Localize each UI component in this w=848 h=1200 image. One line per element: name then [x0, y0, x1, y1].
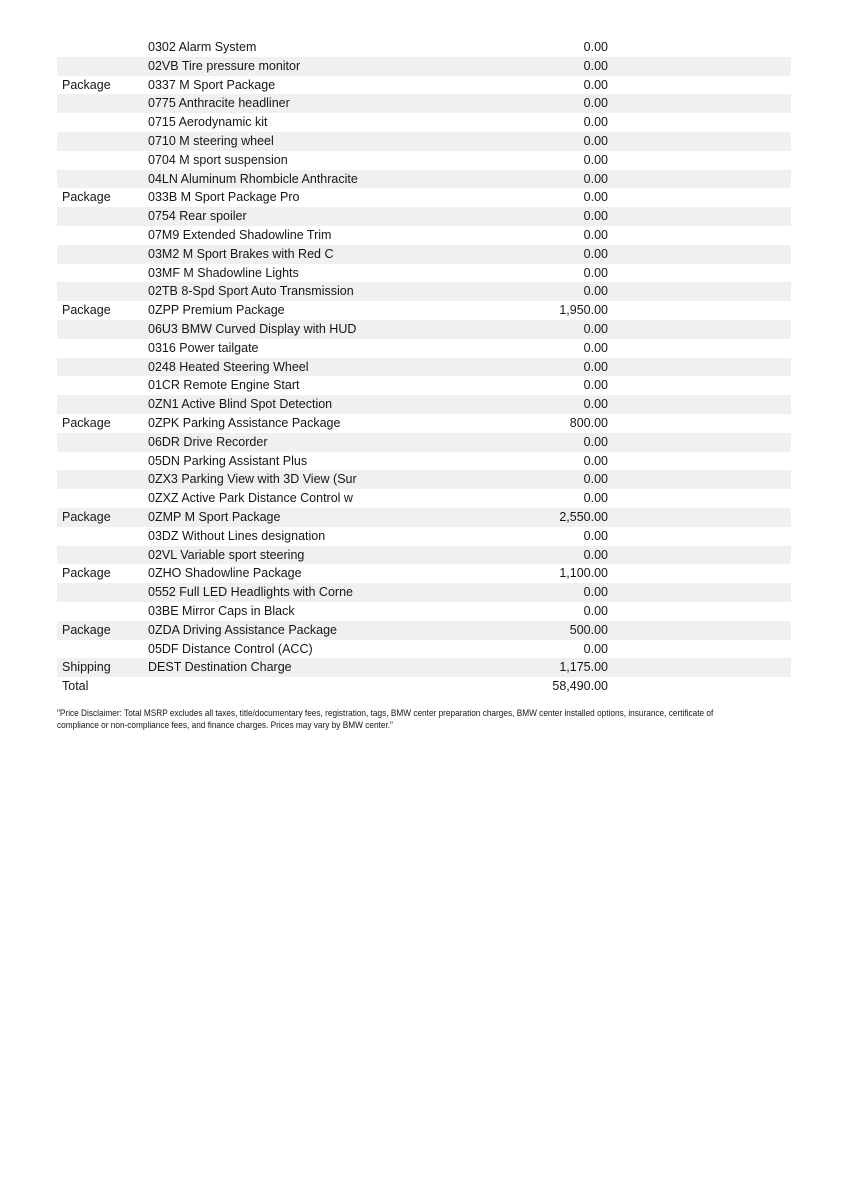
row-item: 03BE Mirror Caps in Black	[148, 603, 295, 618]
table-row	[57, 358, 791, 377]
table-row	[57, 621, 791, 640]
row-price: 0.00	[583, 585, 608, 600]
row-category: Package	[62, 77, 111, 92]
row-item: 0ZDA Driving Assistance Package	[148, 622, 337, 637]
row-category: Package	[62, 303, 111, 318]
table-row	[57, 527, 791, 546]
row-item: 0ZPP Premium Package	[148, 303, 285, 318]
row-price: 0.00	[583, 265, 608, 280]
row-category: Package	[62, 566, 111, 581]
row-price: 1,175.00	[559, 660, 608, 675]
table-row	[57, 433, 791, 452]
row-category: Shipping	[62, 660, 111, 675]
row-item: 033B M Sport Package Pro	[148, 190, 300, 205]
table-row	[57, 658, 791, 677]
row-item: 02VB Tire pressure monitor	[148, 58, 301, 73]
row-price: 0.00	[583, 491, 608, 506]
row-item: 03MF M Shadowline Lights	[148, 265, 299, 280]
row-price: 0.00	[583, 171, 608, 186]
row-price: 1,100.00	[559, 566, 608, 581]
table-row	[57, 602, 791, 621]
row-item: 06DR Drive Recorder	[148, 434, 268, 449]
row-price: 500.00	[569, 622, 608, 637]
row-price: 0.00	[583, 40, 608, 54]
row-category: Package	[62, 509, 111, 524]
table-row	[57, 414, 791, 433]
row-item: 05DF Distance Control (ACC)	[148, 641, 313, 656]
table-row	[57, 301, 791, 320]
table-row	[57, 489, 791, 508]
table-row	[57, 76, 791, 95]
row-item: 0ZXZ Active Park Distance Control w	[148, 491, 353, 506]
price-disclaimer	[57, 708, 811, 732]
row-item: 03DZ Without Lines designation	[148, 528, 326, 543]
row-item: 0248 Heated Steering Wheel	[148, 359, 309, 374]
row-price: 0.00	[583, 190, 608, 205]
table-row	[57, 508, 791, 527]
table-row	[57, 395, 791, 414]
row-price: 0.00	[583, 58, 608, 73]
table-row	[57, 452, 791, 471]
row-category: Package	[62, 415, 111, 430]
row-price: 0.00	[583, 528, 608, 543]
row-item: 0710 M steering wheel	[148, 133, 274, 148]
row-item: 02VL Variable sport steering	[148, 547, 305, 562]
row-price: 0.00	[583, 133, 608, 148]
table-row	[57, 583, 791, 602]
table-row	[57, 640, 791, 659]
row-item: 0715 Aerodynamic kit	[148, 115, 268, 130]
row-price: 0.00	[583, 378, 608, 393]
row-item: 0337 M Sport Package	[148, 77, 276, 92]
table-row	[57, 564, 791, 583]
table-row	[57, 38, 791, 57]
row-price: 0.00	[583, 115, 608, 130]
table-row	[57, 57, 791, 76]
row-item: 0ZMP M Sport Package	[148, 509, 281, 524]
row-item: 01CR Remote Engine Start	[148, 378, 300, 393]
row-price: 0.00	[583, 246, 608, 261]
row-item: 0754 Rear spoiler	[148, 209, 247, 224]
table-row	[57, 226, 791, 245]
row-item: 0ZX3 Parking View with 3D View (Sur	[148, 472, 357, 487]
row-item: 0775 Anthracite headliner	[148, 96, 290, 111]
row-item: 0ZHO Shadowline Package	[148, 566, 302, 581]
row-item: 03M2 M Sport Brakes with Red C	[148, 246, 334, 261]
row-price: 0.00	[583, 96, 608, 111]
row-price: 0.00	[583, 434, 608, 449]
row-item: 0ZPK Parking Assistance Package	[148, 415, 341, 430]
row-price: 0.00	[583, 603, 608, 618]
row-price: 58,490.00	[552, 679, 608, 694]
row-price: 1,950.00	[559, 303, 608, 318]
row-item: 0552 Full LED Headlights with Corne	[148, 585, 353, 600]
table-row	[57, 113, 791, 132]
table-row	[57, 207, 791, 226]
table-row	[57, 282, 791, 301]
table-row	[57, 151, 791, 170]
table-row	[57, 245, 791, 264]
row-item: 07M9 Extended Shadowline Trim	[148, 227, 332, 242]
disclaimer-line-1: "Price Disclaimer: Total MSRP excludes all taxes, title/documentary fees, registration, tags, BMW center preparation charges, BMW center installed options, insurance, certificate of	[57, 708, 714, 719]
table-row	[57, 677, 791, 696]
row-price: 0.00	[583, 227, 608, 242]
table-row	[57, 470, 791, 489]
table-row	[57, 339, 791, 358]
row-price: 0.00	[583, 321, 608, 336]
row-category: Package	[62, 622, 111, 637]
options-table	[57, 38, 791, 696]
row-price: 0.00	[583, 547, 608, 562]
row-price: 0.00	[583, 641, 608, 656]
row-price: 0.00	[583, 284, 608, 299]
row-category: Total	[62, 679, 89, 694]
row-price: 0.00	[583, 453, 608, 468]
row-item: 06U3 BMW Curved Display with HUD	[148, 321, 357, 336]
row-price: 0.00	[583, 472, 608, 487]
row-item: 0ZN1 Active Blind Spot Detection	[148, 397, 333, 412]
row-price: 800.00	[569, 415, 608, 430]
row-price: 0.00	[583, 359, 608, 374]
row-item: 05DN Parking Assistant Plus	[148, 453, 308, 468]
row-item: 0302 Alarm System	[148, 40, 257, 54]
row-price: 2,550.00	[559, 509, 608, 524]
row-item: 02TB 8-Spd Sport Auto Transmission	[148, 284, 354, 299]
row-item: 0316 Power tailgate	[148, 340, 259, 355]
table-row	[57, 376, 791, 395]
disclaimer-line-2: compliance or non-compliance fees, and finance charges. Prices may vary by BMW center."	[57, 720, 393, 732]
row-category: Package	[62, 190, 111, 205]
table-row	[57, 546, 791, 565]
table-row	[57, 264, 791, 283]
row-price: 0.00	[583, 209, 608, 224]
row-price: 0.00	[583, 397, 608, 412]
row-price: 0.00	[583, 77, 608, 92]
row-item: 0704 M sport suspension	[148, 152, 288, 167]
table-row	[57, 132, 791, 151]
row-item: 04LN Aluminum Rhombicle Anthracite	[148, 171, 358, 186]
row-price: 0.00	[583, 340, 608, 355]
table-row	[57, 94, 791, 113]
table-row	[57, 170, 791, 189]
table-row	[57, 188, 791, 207]
row-price: 0.00	[583, 152, 608, 167]
row-item: DEST Destination Charge	[148, 660, 292, 675]
table-row	[57, 320, 791, 339]
